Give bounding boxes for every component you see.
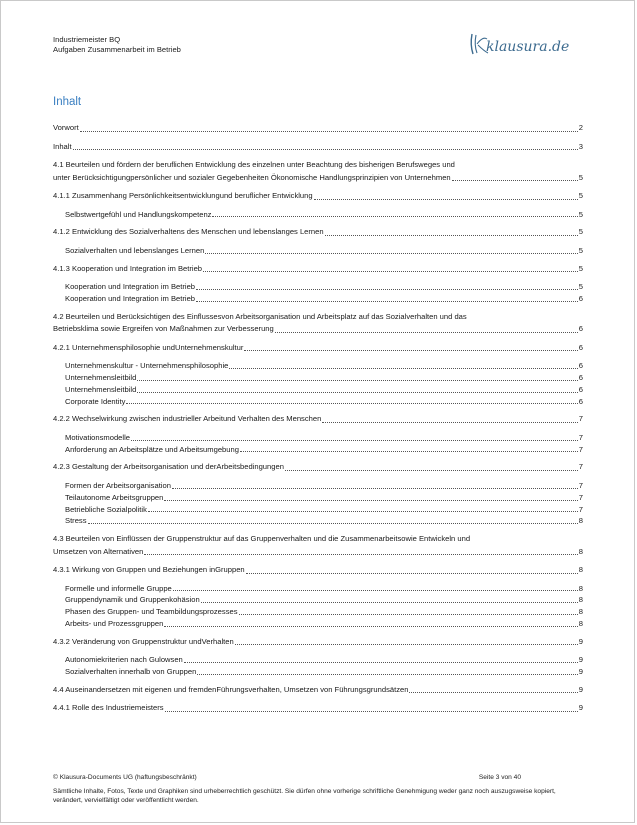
toc-heading: Inhalt xyxy=(53,96,82,108)
toc-page-number: 6 xyxy=(578,361,583,371)
toc-entry[interactable] xyxy=(53,618,583,630)
toc-entry-title: Gruppendynamik und Gruppenkohäsion xyxy=(65,595,200,605)
toc-dot-leader xyxy=(137,392,577,393)
toc-page-number: 7 xyxy=(578,462,583,472)
footer-copyright: © Klausura-Documents UG (haftungsbeschränkt) xyxy=(53,774,197,781)
toc-entry-title: Formen der Arbeitsorganisation xyxy=(65,480,171,490)
toc-entry[interactable] xyxy=(53,281,583,293)
toc-entry-title-line: 4.1 Beurteilen und fördern der beruflichen Entwicklung des einzelnen unter Beachtung des bisherigen Berufsweges und xyxy=(53,160,455,169)
toc-page-number: 6 xyxy=(578,324,583,334)
toc-entry[interactable] xyxy=(53,190,583,203)
toc-entry[interactable] xyxy=(53,226,583,239)
toc-dot-leader xyxy=(244,350,577,351)
toc-entry[interactable] xyxy=(53,666,583,678)
toc-dot-leader xyxy=(275,332,578,333)
toc-entry[interactable] xyxy=(53,444,583,456)
toc-entry[interactable] xyxy=(53,684,583,697)
toc-entry-title: Selbstwertgefühl und Handlungskompetenz xyxy=(65,209,212,219)
toc-entry-title: Arbeits- und Prozessgruppen xyxy=(65,619,164,629)
toc-entry[interactable] xyxy=(53,564,583,577)
toc-entry-title: 4.1.1 Zusammenhang Persönlichkeitsentwicklungund beruflicher Entwicklung xyxy=(53,191,313,200)
toc-page-number: 8 xyxy=(578,583,583,593)
toc-entry[interactable] xyxy=(53,122,583,135)
toc-dot-leader xyxy=(285,470,578,471)
toc-dot-leader xyxy=(205,253,577,254)
toc-page-number: 5 xyxy=(578,172,583,182)
toc-entry-title: Betriebliche Sozialpolitik xyxy=(65,504,147,514)
klausura-logo xyxy=(469,31,577,57)
toc-entry[interactable] xyxy=(53,293,583,305)
toc-dot-leader xyxy=(452,180,578,181)
toc-dot-leader xyxy=(203,271,578,272)
toc-entry[interactable] xyxy=(53,480,583,492)
toc-entry-title: Formelle und informelle Gruppe xyxy=(65,583,172,593)
toc-page-number: 6 xyxy=(578,384,583,394)
toc-dot-leader xyxy=(409,692,577,693)
toc-entry-title: Autonomiekriterien nach Gulowsen xyxy=(65,655,183,665)
table-of-contents xyxy=(53,122,583,715)
toc-entry[interactable] xyxy=(53,515,583,527)
toc-page-number: 8 xyxy=(578,607,583,617)
toc-page-number: 8 xyxy=(578,595,583,605)
toc-entry[interactable] xyxy=(53,141,583,154)
toc-entry-title: Sozialverhalten innerhalb von Gruppen xyxy=(65,667,197,677)
toc-entry-title: unter Berücksichtigungpersönlicher und sozialer Gegebenheiten Ökonomische Handlungsprinzipien von Unternehmen xyxy=(53,172,451,182)
toc-entry-title: 4.2.1 Unternehmensphilosophie undUnternehmenskultur xyxy=(53,342,244,352)
toc-entry[interactable] xyxy=(53,636,583,649)
toc-page-number: 9 xyxy=(578,684,583,694)
toc-entry[interactable] xyxy=(53,583,583,595)
toc-entry-title: Umsetzen von Alternativen xyxy=(53,546,144,556)
toc-dot-leader xyxy=(201,602,578,603)
toc-entry[interactable] xyxy=(53,396,583,408)
toc-page-number: 7 xyxy=(578,492,583,502)
footer-notice: Sämtliche Inhalte, Fotos, Texte und Graphiken sind urheberrechtlich geschützt. Sie dürfen ohne vorherige schriftliche Genehmigung weder ganz noch auszugsweise kopiert, verändert, vervielfältigt oder veröffentlicht werden. xyxy=(53,787,556,804)
toc-dot-leader xyxy=(239,614,578,615)
toc-entry[interactable] xyxy=(53,372,583,384)
toc-entry-title: Phasen des Gruppen- und Teambildungsprozesses xyxy=(65,607,238,617)
toc-entry-title: Teilautonome Arbeitsgruppen xyxy=(65,492,164,502)
toc-entry-title: Stress xyxy=(65,516,87,526)
toc-page-number: 5 xyxy=(578,191,583,200)
toc-entry-title: Inhalt xyxy=(53,141,72,151)
toc-dot-leader xyxy=(172,488,578,489)
toc-entry-title-line: 4.2 Beurteilen und Berücksichtigen des Einflussesvon Arbeitsorganisation und Arbeitsplatz auf das Sozialverhalten und das xyxy=(53,311,467,321)
header-subtitle: Aufgaben Zusammenarbeit im Betrieb xyxy=(53,45,181,54)
toc-entry[interactable] xyxy=(53,594,583,606)
toc-dot-leader xyxy=(126,403,577,404)
toc-dot-leader xyxy=(88,523,578,524)
toc-dot-leader xyxy=(165,711,578,712)
toc-dot-leader xyxy=(196,301,578,302)
toc-dot-leader xyxy=(325,235,578,236)
toc-entry[interactable] xyxy=(53,606,583,618)
toc-entry[interactable] xyxy=(53,384,583,396)
toc-page-number: 8 xyxy=(578,546,583,556)
toc-page-number: 7 xyxy=(578,432,583,442)
toc-dot-leader xyxy=(148,511,578,512)
toc-entry-title: 4.2.2 Wechselwirkung zwischen industrieller Arbeitund Verhalten des Menschen xyxy=(53,414,322,424)
toc-entry[interactable] xyxy=(53,263,583,276)
page-footer xyxy=(53,773,583,806)
toc-dot-leader xyxy=(131,440,578,441)
toc-page-number: 9 xyxy=(578,667,583,677)
toc-dot-leader xyxy=(229,368,577,369)
toc-dot-leader xyxy=(173,590,578,591)
toc-entry-title: Unternehmensleitbild xyxy=(65,372,137,382)
toc-entry[interactable] xyxy=(53,533,583,558)
toc-entry[interactable] xyxy=(53,654,583,666)
toc-entry-title: 4.2.3 Gestaltung der Arbeitsorganisation und derArbeitsbedingungen xyxy=(53,462,284,472)
toc-entry[interactable] xyxy=(53,209,583,221)
toc-page-number: 9 xyxy=(578,655,583,665)
toc-page-number: 7 xyxy=(578,444,583,454)
toc-entry[interactable] xyxy=(53,159,583,184)
toc-dot-leader xyxy=(184,662,578,663)
toc-entry-title: Kooperation und Integration im Betrieb xyxy=(65,282,196,292)
toc-entry[interactable] xyxy=(53,461,583,474)
toc-entry[interactable] xyxy=(53,342,583,355)
toc-page-number: 6 xyxy=(578,396,583,406)
toc-page-number: 9 xyxy=(578,703,583,713)
toc-dot-leader xyxy=(322,422,577,423)
toc-dot-leader xyxy=(212,216,577,217)
toc-entry-title: 4.4 Auseinandersetzen mit eigenen und fremdenFührungsverhalten, Umsetzen von Führungsgrundsätzen xyxy=(53,684,409,694)
toc-entry[interactable] xyxy=(53,504,583,516)
toc-page-number: 8 xyxy=(578,565,583,575)
toc-page-number: 7 xyxy=(578,480,583,490)
toc-dot-leader xyxy=(164,626,577,627)
toc-entry-title: 4.3.1 Wirkung von Gruppen und Beziehungen inGruppen xyxy=(53,565,245,575)
toc-dot-leader xyxy=(235,644,578,645)
toc-dot-leader xyxy=(73,149,578,150)
toc-entry-title: Vorwort xyxy=(53,123,79,132)
toc-entry[interactable] xyxy=(53,311,583,336)
toc-page-number: 2 xyxy=(578,123,583,132)
toc-entry-title: 4.1.2 Entwicklung des Sozialverhaltens des Menschen und lebenslanges Lernen xyxy=(53,227,324,237)
toc-page-number: 3 xyxy=(578,141,583,151)
toc-page-number: 9 xyxy=(578,636,583,646)
toc-dot-leader xyxy=(144,554,577,555)
toc-entry-title: Corporate Identity xyxy=(65,396,126,406)
toc-page-number: 5 xyxy=(578,282,583,292)
footer-page-number: Seite 3 von 40 xyxy=(478,774,521,781)
toc-dot-leader xyxy=(80,131,578,132)
toc-entry[interactable] xyxy=(53,702,583,715)
toc-page-number: 7 xyxy=(578,414,583,424)
toc-entry-title-line: 4.3 Beurteilen von Einflüssen der Gruppenstruktur auf das Gruppenverhalten und die Zusammenarbeitsowie Entwickeln und xyxy=(53,534,471,544)
toc-entry[interactable] xyxy=(53,432,583,444)
toc-page-number: 6 xyxy=(578,293,583,303)
page-header xyxy=(53,35,181,55)
toc-entry-title: 4.1.3 Kooperation und Integration im Betrieb xyxy=(53,263,203,273)
toc-page-number: 5 xyxy=(578,245,583,255)
toc-entry-title: Unternehmenskultur - Unternehmensphilosophie xyxy=(65,361,229,371)
toc-entry-title: Sozialverhalten und lebenslanges Lernen xyxy=(65,245,205,255)
toc-entry-title: Kooperation und Integration im Betrieb xyxy=(65,293,196,303)
toc-entry-title: Anforderung an Arbeitsplätze und Arbeitsumgebung xyxy=(65,444,239,454)
toc-dot-leader xyxy=(314,199,578,200)
toc-dot-leader xyxy=(246,573,578,574)
toc-page-number: 8 xyxy=(578,516,583,526)
header-title: Industriemeister BQ xyxy=(53,35,121,44)
toc-dot-leader xyxy=(197,674,577,675)
toc-page-number: 6 xyxy=(578,372,583,382)
toc-dot-leader xyxy=(137,380,577,381)
toc-entry-title: 4.4.1 Rolle des Industriemeisters xyxy=(53,703,164,713)
toc-page-number: 8 xyxy=(578,619,583,629)
toc-entry-title: 4.3.2 Veränderung von Gruppenstruktur undVerhalten xyxy=(53,636,234,646)
logo-text: klausura.de xyxy=(486,39,570,55)
toc-page-number: 5 xyxy=(578,263,583,273)
toc-entry[interactable] xyxy=(53,245,583,257)
toc-entry-title: Betriebsklima sowie Ergreifen von Maßnahmen zur Verbesserung xyxy=(53,324,274,334)
toc-entry-title: Unternehmensleitbild xyxy=(65,384,137,394)
toc-page-number: 6 xyxy=(578,342,583,352)
toc-entry-title: Motivationsmodelle xyxy=(65,432,130,442)
toc-dot-leader xyxy=(240,451,578,452)
toc-entry[interactable] xyxy=(53,360,583,372)
toc-page-number: 7 xyxy=(578,504,583,514)
toc-entry[interactable] xyxy=(53,492,583,504)
toc-page-number: 5 xyxy=(578,209,583,219)
toc-page-number: 5 xyxy=(578,227,583,237)
toc-entry[interactable] xyxy=(53,413,583,426)
toc-dot-leader xyxy=(196,289,578,290)
toc-dot-leader xyxy=(164,500,577,501)
